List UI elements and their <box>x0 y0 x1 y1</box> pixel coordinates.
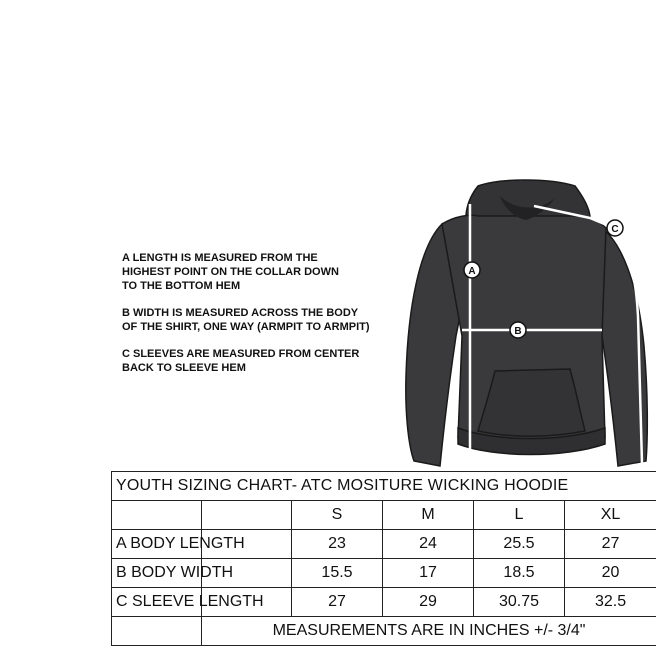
sizing-chart-table <box>111 471 656 646</box>
row-label: C SLEEVE LENGTH <box>112 588 202 617</box>
table-title: YOUTH SIZING CHART- ATC MOSITURE WICKING HOODIE <box>112 472 656 501</box>
table-cell: 32.5 <box>565 588 656 617</box>
size-header-row <box>112 501 656 530</box>
table-cell: 27 <box>565 530 656 559</box>
marker-a: A <box>468 266 475 277</box>
footer-blank <box>112 617 202 646</box>
marker-b: B <box>514 326 521 337</box>
marker-c-badge <box>607 220 623 236</box>
note-length: A LENGTH IS MEASURED FROM THE HIGHEST POINT ON THE COLLAR DOWN TO THE BOTTOM HEM <box>122 251 402 293</box>
table-cell: 15.5 <box>292 559 383 588</box>
table-cell: 27 <box>292 588 383 617</box>
size-header: L <box>474 501 565 530</box>
note-sleeve: C SLEEVES ARE MEASURED FROM CENTER BACK TO SLEEVE HEM <box>122 347 402 375</box>
size-header: S <box>292 501 383 530</box>
note-width: B WIDTH IS MEASURED ACROSS THE BODY OF THE SHIRT, ONE WAY (ARMPIT TO ARMPIT) <box>122 306 402 334</box>
marker-a-badge <box>464 262 480 278</box>
table-row <box>112 588 656 617</box>
measurement-footnote: MEASUREMENTS ARE IN INCHES +/- 3/4" <box>202 617 656 646</box>
marker-c: C <box>611 224 618 235</box>
measurement-notes <box>122 251 402 388</box>
table-cell: 29 <box>383 588 474 617</box>
table-row <box>112 530 656 559</box>
size-header: XL <box>565 501 656 530</box>
table-cell: 24 <box>383 530 474 559</box>
table-cell: 30.75 <box>474 588 565 617</box>
row-label: A BODY LENGTH <box>112 530 202 559</box>
hoodie-diagram <box>400 176 656 470</box>
header-blank <box>202 501 292 530</box>
table-cell: 23 <box>292 530 383 559</box>
size-header: M <box>383 501 474 530</box>
header-blank <box>112 501 202 530</box>
row-label: B BODY WIDTH <box>112 559 202 588</box>
table-cell: 20 <box>565 559 656 588</box>
marker-b-badge <box>510 322 526 338</box>
table-title-row <box>112 472 656 501</box>
table-cell: 18.5 <box>474 559 565 588</box>
table-row <box>112 559 656 588</box>
table-cell: 17 <box>383 559 474 588</box>
table-cell: 25.5 <box>474 530 565 559</box>
footer-row <box>112 617 656 646</box>
